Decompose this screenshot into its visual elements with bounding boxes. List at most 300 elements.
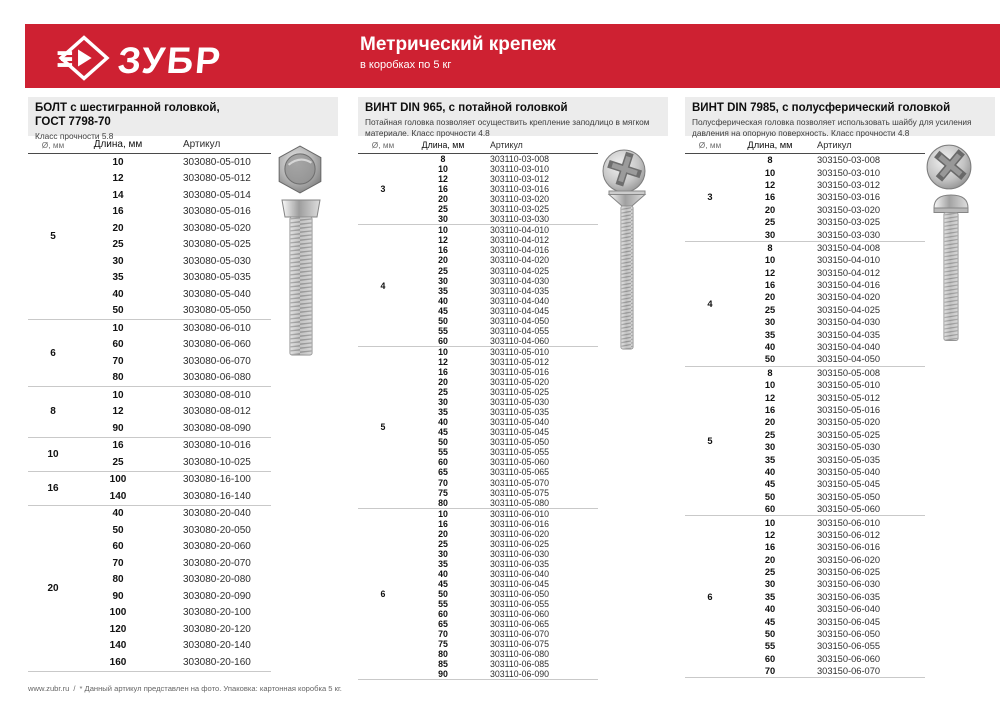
table-row [735, 391, 925, 403]
countersunk-screw-side-photo [607, 189, 647, 358]
length-cell: 30 [438, 214, 448, 225]
table-row [408, 225, 598, 235]
length-cell: 8 [767, 155, 773, 166]
length-cell: 50 [438, 589, 448, 600]
length-cell: 10 [764, 380, 776, 391]
sku-cell: 303080-05-040 [183, 288, 251, 300]
rows-container [735, 242, 925, 366]
length-cell: 20 [438, 255, 448, 266]
table-row [408, 589, 598, 599]
table-row [78, 337, 271, 354]
col-header-length: Длина, мм [93, 139, 143, 150]
table-row [78, 404, 271, 421]
table-row [408, 529, 598, 539]
table-row [735, 665, 925, 677]
table-body [685, 154, 925, 678]
length-cell: 45 [438, 427, 448, 438]
length-cell: 12 [764, 267, 776, 278]
sku-cell: 303080-05-016 [183, 206, 251, 218]
page-subtitle: в коробках по 5 кг [360, 58, 452, 71]
sku-cell: 303110-04-045 [490, 305, 550, 316]
length-cell: 35 [438, 407, 448, 418]
length-cell: 16 [438, 184, 448, 195]
table-row [78, 420, 271, 437]
sku-cell: 303110-05-025 [490, 387, 550, 398]
table-row [735, 503, 925, 515]
col-header-length: Длина, мм [747, 139, 793, 150]
rows-container [408, 509, 598, 680]
length-cell: 30 [438, 397, 448, 408]
table-row [78, 438, 271, 455]
sku-cell: 303110-05-075 [490, 487, 550, 498]
length-cell: 8 [767, 367, 773, 378]
table-row [735, 466, 925, 478]
sku-cell: 303110-06-065 [490, 619, 550, 630]
table-row [78, 588, 271, 605]
table-row [408, 498, 598, 508]
table-row [735, 554, 925, 566]
diameter-cell: 4 [707, 298, 713, 309]
table-row [408, 286, 598, 296]
length-cell: 25 [764, 304, 776, 315]
table-row [735, 379, 925, 391]
sku-cell: 303080-08-090 [183, 422, 251, 434]
hex-bolt-side-photo [278, 197, 324, 364]
length-cell: 20 [112, 222, 124, 234]
diameter-cell: 6 [50, 347, 56, 359]
table-row [735, 341, 925, 353]
sku-cell: 303150-06-060 [817, 653, 881, 664]
length-cell: 30 [764, 317, 776, 328]
table-row [78, 237, 271, 254]
table-row [408, 539, 598, 549]
table-row [78, 253, 271, 270]
brand-name: ЗУБР [116, 40, 224, 81]
diameter-cell: 3 [380, 184, 386, 195]
length-cell: 70 [112, 557, 124, 569]
sku-cell: 303110-06-075 [490, 639, 550, 650]
sku-cell: 303110-05-010 [490, 346, 550, 357]
table-title: ВИНТ DIN 965, с потайной головкой [365, 102, 568, 114]
length-cell: 35 [112, 272, 124, 284]
sku-cell: 303080-05-050 [183, 305, 251, 317]
sku-cell: 303110-04-060 [490, 335, 550, 346]
sku-cell: 303110-04-035 [490, 285, 550, 296]
sku-cell: 303110-06-020 [490, 528, 550, 539]
col-header-sku: Артикул [183, 139, 221, 150]
length-cell: 75 [438, 639, 448, 650]
length-cell: 80 [112, 372, 124, 384]
table-row [408, 276, 598, 286]
sku-cell: 303110-04-010 [490, 225, 550, 236]
table-row [735, 429, 925, 441]
sku-cell: 303110-03-016 [490, 184, 550, 195]
sku-cell: 303150-04-020 [817, 292, 881, 303]
sku-cell: 303150-05-050 [817, 491, 881, 502]
sku-cell: 303110-04-016 [490, 245, 550, 256]
sku-cell: 303150-04-012 [817, 267, 881, 278]
length-cell: 40 [764, 466, 776, 477]
sku-cell: 303150-03-016 [817, 192, 881, 203]
length-cell: 12 [438, 174, 448, 185]
sku-cell: 303150-04-050 [817, 354, 881, 365]
sku-cell: 303110-05-060 [490, 457, 550, 468]
table-row [408, 357, 598, 367]
length-cell: 80 [438, 497, 448, 508]
length-cell: 60 [438, 457, 448, 468]
table-row [408, 407, 598, 417]
table-row [735, 404, 925, 416]
sku-cell: 303150-04-025 [817, 304, 881, 315]
table-row [78, 171, 271, 188]
table-row [408, 235, 598, 245]
length-cell: 35 [764, 454, 776, 465]
length-cell: 16 [112, 440, 124, 452]
table-row [735, 578, 925, 590]
length-cell: 14 [112, 189, 124, 201]
table-row [408, 549, 598, 559]
rows-container [78, 154, 271, 319]
table-row [78, 621, 271, 638]
diameter-cell: 16 [47, 482, 59, 494]
sku-cell: 303080-20-090 [183, 590, 251, 602]
sku-cell: 303080-05-014 [183, 189, 251, 201]
table-row [735, 541, 925, 553]
length-cell: 80 [438, 649, 448, 660]
sku-cell: 303110-06-070 [490, 629, 550, 640]
length-cell: 16 [764, 405, 776, 415]
length-cell: 25 [438, 387, 448, 398]
diameter-group [685, 154, 925, 241]
length-cell: 8 [440, 154, 446, 165]
length-cell: 30 [764, 442, 776, 453]
sku-cell: 303110-06-085 [490, 659, 550, 670]
sku-cell: 303110-06-055 [490, 599, 550, 610]
table-row [408, 326, 598, 336]
sku-cell: 303080-20-050 [183, 524, 251, 536]
sku-cell: 303150-06-012 [817, 529, 881, 540]
length-cell: 16 [438, 245, 448, 256]
sku-cell: 303080-20-040 [183, 508, 251, 520]
length-cell: 60 [112, 339, 124, 351]
sku-cell: 303110-03-025 [490, 204, 550, 215]
length-cell: 70 [112, 355, 124, 367]
sku-cell: 303150-06-040 [817, 604, 881, 615]
table-row [735, 453, 925, 465]
table-row [78, 472, 271, 489]
footer-site: www.zubr.ru [28, 684, 70, 693]
length-cell: 10 [764, 517, 776, 528]
length-cell: 20 [438, 194, 448, 205]
length-cell: 45 [764, 616, 776, 627]
diameter-cell: 4 [380, 280, 386, 291]
sku-cell: 303110-06-010 [490, 508, 550, 519]
table-row [735, 154, 925, 166]
length-cell: 25 [438, 265, 448, 276]
diameter-cell: 8 [50, 406, 56, 418]
sku-cell: 303150-04-016 [817, 280, 881, 291]
diameter-group [358, 346, 598, 508]
table-title-line2: ГОСТ 7798-70 [35, 116, 111, 129]
length-cell: 25 [764, 429, 776, 440]
table-row [78, 387, 271, 404]
length-cell: 70 [764, 666, 776, 677]
sku-cell: 303080-06-010 [183, 322, 251, 334]
length-cell: 80 [112, 574, 124, 586]
table-row [408, 437, 598, 447]
length-cell: 50 [438, 315, 448, 326]
rows-container [408, 347, 598, 508]
length-cell: 35 [764, 591, 776, 602]
footer-separator: / [73, 684, 76, 693]
diameter-group [358, 224, 598, 346]
length-cell: 10 [764, 167, 776, 178]
table-body [28, 154, 271, 672]
table-row [408, 347, 598, 357]
table-row [735, 191, 925, 203]
table-row [78, 555, 271, 572]
sku-cell: 303080-20-070 [183, 557, 251, 569]
length-cell: 40 [112, 508, 124, 520]
sku-cell: 303110-05-055 [490, 447, 550, 458]
section-countersunk-screw [358, 97, 668, 683]
table-row [735, 591, 925, 603]
table-note: Полусферическая головка позволяет использовать шайбу для усиления давления на опорную поверхность. Класс прочности 4.8 [692, 117, 972, 138]
length-cell: 60 [764, 504, 776, 515]
sku-cell: 303110-05-030 [490, 397, 550, 408]
col-header-diameter: Ø, мм [41, 139, 65, 150]
length-cell: 100 [109, 474, 127, 486]
length-cell: 40 [112, 288, 124, 300]
rows-container [78, 438, 271, 471]
sku-cell: 303110-06-080 [490, 649, 550, 660]
sku-cell: 303110-06-016 [490, 518, 550, 529]
sku-cell: 303150-05-035 [817, 454, 881, 465]
table-row [735, 615, 925, 627]
table-row [78, 454, 271, 471]
length-cell: 120 [109, 623, 127, 635]
sku-cell: 303110-04-012 [490, 235, 550, 246]
sku-cell: 303110-05-012 [490, 356, 550, 367]
length-cell: 90 [112, 422, 124, 434]
col-header-diameter: Ø, мм [371, 139, 395, 150]
sku-cell: 303150-06-045 [817, 616, 881, 627]
table-body [358, 154, 598, 680]
length-cell: 10 [438, 164, 448, 175]
table-title: ВИНТ DIN 7985, с полусферический головкой [692, 102, 951, 114]
sku-cell: 303150-06-010 [817, 517, 881, 528]
sku-cell: 303150-05-030 [817, 442, 881, 453]
sku-cell: 303150-04-035 [817, 329, 881, 340]
length-cell: 16 [764, 280, 776, 291]
sku-cell: 303110-05-016 [490, 367, 550, 377]
length-cell: 45 [438, 578, 448, 589]
sku-cell: 303110-06-030 [490, 548, 550, 559]
table-row [735, 267, 925, 279]
sku-cell: 303110-05-020 [490, 377, 550, 388]
table-row [78, 353, 271, 370]
sku-cell: 303080-20-120 [183, 623, 251, 635]
table-row [735, 279, 925, 291]
table-row [408, 214, 598, 224]
length-cell: 60 [438, 335, 448, 346]
sku-cell: 303080-08-012 [183, 406, 251, 418]
sku-cell: 303150-05-016 [817, 405, 881, 415]
table-row [735, 628, 925, 640]
length-cell: 35 [438, 285, 448, 296]
table-row [735, 316, 925, 328]
length-cell: 10 [112, 389, 124, 401]
length-cell: 140 [109, 640, 127, 652]
diameter-cell: 6 [707, 591, 713, 602]
section-pan-head-screw [685, 97, 995, 683]
table-row [408, 649, 598, 659]
length-cell: 12 [764, 392, 776, 403]
sku-cell: 303110-04-055 [490, 325, 550, 336]
length-cell: 140 [109, 490, 127, 502]
table-row [735, 640, 925, 652]
sku-cell: 303150-06-055 [817, 641, 881, 652]
length-cell: 10 [438, 225, 448, 236]
length-cell: 12 [438, 356, 448, 367]
length-cell: 20 [438, 377, 448, 388]
length-cell: 45 [764, 479, 776, 490]
length-cell: 10 [438, 508, 448, 519]
length-cell: 8 [767, 242, 773, 253]
sku-cell: 303150-03-030 [817, 229, 881, 240]
table-row [408, 154, 598, 164]
length-cell: 100 [109, 607, 127, 619]
length-cell: 16 [764, 542, 776, 553]
footer [28, 684, 346, 693]
table-row [408, 417, 598, 427]
zubr-logo-icon [58, 35, 110, 86]
table-row [78, 286, 271, 303]
length-cell: 10 [112, 156, 124, 168]
sku-cell: 303110-03-008 [490, 154, 550, 165]
sku-cell: 303110-04-025 [490, 265, 550, 276]
length-cell: 55 [438, 599, 448, 610]
table-row [78, 522, 271, 539]
length-cell: 30 [764, 579, 776, 590]
table-row [408, 387, 598, 397]
table-row [408, 336, 598, 346]
sku-cell: 303150-04-040 [817, 342, 881, 353]
table-row [78, 320, 271, 337]
length-cell: 40 [438, 568, 448, 579]
length-cell: 160 [109, 656, 127, 668]
sku-cell: 303080-05-020 [183, 222, 251, 234]
page-title: Метрический крепеж [360, 34, 556, 55]
table-note: Класс прочности 5.8 [35, 131, 114, 142]
table-row [408, 599, 598, 609]
table-title: БОЛТ с шестигранной головкой, [35, 102, 220, 114]
length-cell: 85 [438, 659, 448, 670]
table-row [78, 187, 271, 204]
length-cell: 30 [438, 275, 448, 286]
sku-cell: 303080-05-030 [183, 255, 251, 267]
length-cell: 25 [438, 538, 448, 549]
sku-cell: 303110-03-012 [490, 174, 550, 185]
column-headers [358, 136, 598, 154]
table-row [408, 447, 598, 457]
table-row [408, 245, 598, 255]
table-row [735, 216, 925, 228]
sku-cell: 303110-04-020 [490, 255, 550, 266]
length-cell: 16 [438, 518, 448, 529]
diameter-group [685, 366, 925, 516]
length-cell: 25 [112, 456, 124, 468]
rows-container [78, 387, 271, 437]
rows-container [735, 367, 925, 516]
table-row [735, 328, 925, 340]
sku-cell: 303110-06-035 [490, 558, 550, 569]
length-cell: 16 [438, 367, 448, 377]
sku-cell: 303110-05-035 [490, 407, 550, 418]
table-row [735, 441, 925, 453]
length-cell: 10 [438, 346, 448, 357]
sku-cell: 303110-06-050 [490, 589, 550, 600]
sku-cell: 303110-06-025 [490, 538, 550, 549]
length-cell: 65 [438, 619, 448, 630]
table-title-box [28, 97, 338, 142]
sku-cell: 303150-05-060 [817, 504, 881, 515]
table-row [735, 254, 925, 266]
length-cell: 50 [112, 524, 124, 536]
table-row [408, 306, 598, 316]
sku-cell: 303080-06-060 [183, 339, 251, 351]
table-row [408, 559, 598, 569]
length-cell: 20 [764, 204, 776, 215]
table-row [735, 416, 925, 428]
table-row [408, 569, 598, 579]
footer-note: * Данный артикул представлен на фото. Упаковка: картонная коробка 5 кг. [79, 684, 342, 693]
length-cell: 25 [764, 567, 776, 578]
sku-cell: 303080-20-060 [183, 541, 251, 553]
length-cell: 25 [764, 217, 776, 228]
table-row [408, 255, 598, 265]
length-cell: 12 [764, 179, 776, 190]
length-cell: 60 [438, 609, 448, 620]
rows-container [408, 225, 598, 346]
table-row [408, 174, 598, 184]
table-row [78, 605, 271, 622]
sku-cell: 303150-03-025 [817, 217, 881, 228]
table-row [735, 179, 925, 191]
table-row [735, 166, 925, 178]
length-cell: 35 [438, 558, 448, 569]
rows-container [78, 320, 271, 386]
sku-cell: 303150-05-025 [817, 429, 881, 440]
sku-cell: 303150-05-008 [817, 367, 881, 378]
table-row [78, 654, 271, 671]
hex-bolt-head-photo [273, 145, 327, 200]
table-row [408, 478, 598, 488]
length-cell: 50 [764, 354, 776, 365]
table-row [735, 367, 925, 379]
length-cell: 55 [764, 641, 776, 652]
length-cell: 20 [764, 554, 776, 565]
table-row [735, 478, 925, 490]
sku-cell: 303080-20-100 [183, 607, 251, 619]
table-row [408, 579, 598, 589]
table-row [408, 367, 598, 377]
length-cell: 16 [112, 206, 124, 218]
table-row [78, 539, 271, 556]
length-cell: 60 [764, 653, 776, 664]
length-cell: 45 [438, 305, 448, 316]
table-row [408, 164, 598, 174]
